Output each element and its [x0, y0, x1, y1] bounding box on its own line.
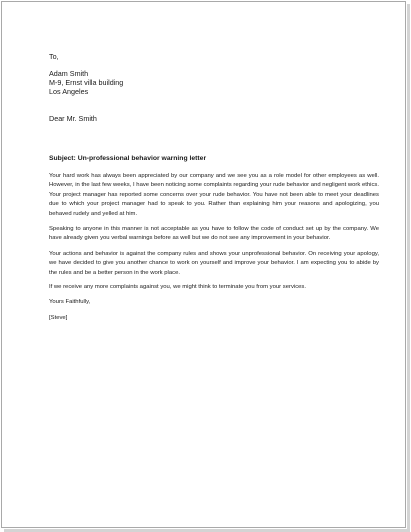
body-paragraph-1: Your hard work has always been appreciated by our company and we see you as a role model for other employees as well. However, in the last few weeks, I have been noticing some complaints regarding your rude behavior and negligent work ethics. Your project manager has reported some concerns over your rude behavior. You have not been able to meet your deadlines due to which your project manager had to speak to you. Rather than explaining him your reasons and apologizing, you behaved rudely and yelled at him. [49, 173, 379, 217]
body-paragraph-4: If we receive any more complaints against you, we might think to terminate you from your services. [49, 284, 307, 291]
recipient-name: Adam Smith [49, 69, 89, 78]
to-label: To, [49, 52, 59, 61]
signature: [Steve] [49, 314, 68, 321]
subject-line: Subject: Un-professional behavior warning letter [49, 155, 207, 162]
salutation: Dear Mr. Smith [49, 114, 97, 123]
page-shadow-right [407, 4, 410, 530]
recipient-address-line: M-9, Ernst villa building [49, 78, 124, 87]
letter-body [49, 172, 379, 323]
body-paragraph-2: Speaking to anyone in this manner is not acceptable as you have to follow the code of conduct set up by the company. We have already given you verbal warnings before as well but we do not see any improvement in your behavior. [49, 226, 379, 242]
recipient-city: Los Angeles [49, 87, 89, 96]
closing: Yours Faithfully, [49, 299, 91, 306]
recipient-address [49, 69, 379, 96]
body-paragraph-3: Your actions and behavior is against the company rules and shows your unprofessional behavior. On receiving your apology, we have decided to give you another chance to work on yourself and improve your behavior. I am expecting you to abide by the rules and be a better person in the work place. [49, 250, 379, 276]
